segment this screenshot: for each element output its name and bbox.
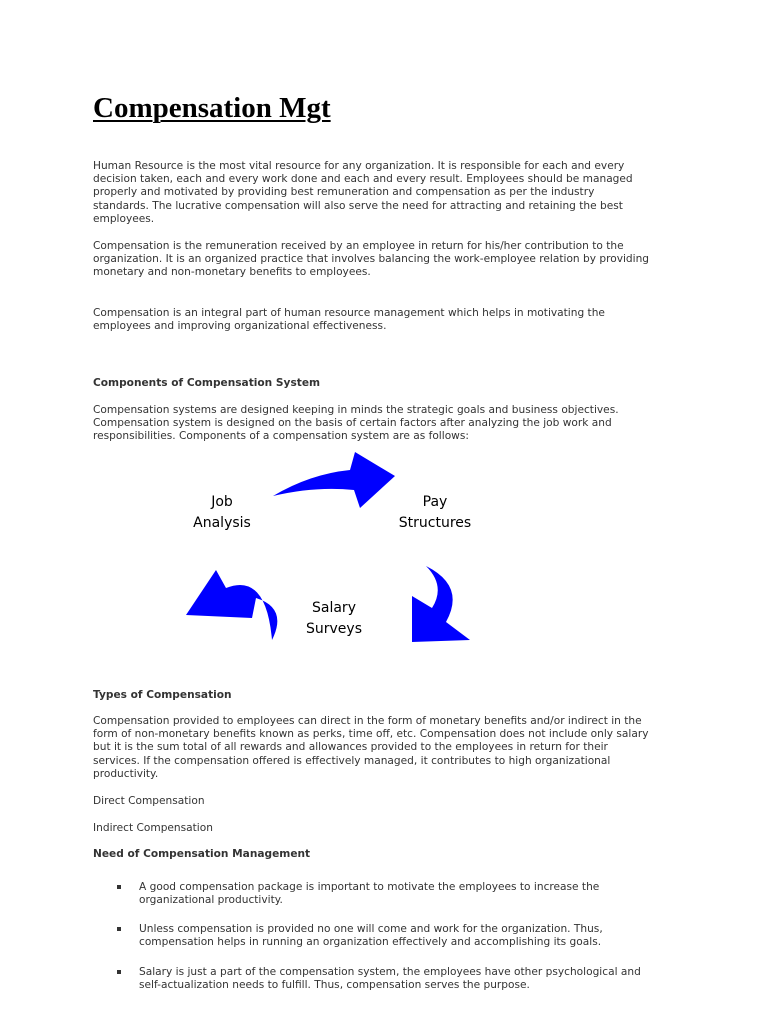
text-line: employees. — [93, 212, 155, 225]
node-salary-line-2: Surveys — [306, 621, 362, 637]
text-line: Unless compensation is provided no one will come and work for the organization. Thus, — [139, 923, 603, 935]
text-line: Salary is just a part of the compensation system, the employees have other psychological and — [139, 966, 641, 978]
bullet-square-icon — [117, 927, 121, 931]
node-job-line-2: Analysis — [193, 515, 251, 531]
list-item-text — [139, 923, 603, 949]
text-line: properly and motivated by providing best remuneration and compensation as per the industry — [93, 186, 595, 199]
text-line: responsibilities. Components of a compensation system are as follows: — [93, 430, 469, 443]
page-title: Compensation Mgt — [93, 92, 331, 124]
text-line: services. If the compensation offered is effectively managed, it contributes to high organizational — [93, 754, 611, 767]
text-line: Compensation system is designed on the basis of certain factors after analyzing the job work and — [93, 417, 612, 430]
components-heading: Components of Compensation System — [93, 377, 321, 389]
text-line: A good compensation package is important to motivate the employees to increase the — [139, 881, 600, 893]
types-heading: Types of Compensation — [93, 689, 232, 701]
bullet-square-icon — [117, 885, 121, 889]
text-line: productivity. — [93, 767, 159, 780]
text-line: organizational productivity. — [139, 894, 283, 907]
text-line: Compensation systems are designed keeping in minds the strategic goals and business objectives. — [93, 404, 619, 416]
text-line: monetary and non-monetary benefits to employees. — [93, 266, 371, 279]
text-line: decision taken, each and every work done and each and every result. Employees should be managed — [93, 173, 633, 186]
text-line: standards. The lucrative compensation will also serve the need for attracting and retaining the best — [93, 199, 623, 212]
text-line: compensation helps in running an organization effectively and accomplishing its goals. — [139, 936, 602, 949]
direct-compensation-item: Direct Compensation — [93, 795, 205, 807]
node-job-line-1: Job — [211, 494, 233, 510]
text-line: organization. It is an organized practice that involves balancing the work-employee relation by providing — [93, 253, 650, 266]
list-item-text — [139, 966, 641, 992]
list-item-text — [139, 881, 599, 907]
text-line: Compensation is an integral part of human resource management which helps in motivating the — [93, 307, 605, 319]
text-line: but it is the sum total of all rewards and allowances provided to the employees in return for their — [93, 741, 608, 754]
indirect-compensation-item: Indirect Compensation — [93, 822, 213, 834]
text-line: employees and improving organizational effectiveness. — [93, 320, 387, 333]
need-heading: Need of Compensation Management — [93, 848, 311, 860]
node-pay-line-2: Structures — [398, 515, 472, 531]
bullet-square-icon — [117, 970, 121, 974]
node-salary-line-1: Salary — [312, 600, 356, 616]
text-line: Human Resource is the most vital resource for any organization. It is responsible for each and every — [93, 160, 625, 172]
text-line: self-actualization needs to fulfill. Thus, compensation serves the purpose. — [139, 979, 530, 992]
node-pay-line-1: Pay — [422, 494, 448, 510]
text-line: Compensation is the remuneration received by an employee in return for his/her contribution to the — [93, 240, 624, 252]
text-line: form of non-monetary benefits known as perks, time off, etc. Compensation does not include only salary — [93, 728, 649, 741]
text-line: Compensation provided to employees can direct in the form of monetary benefits and/or indirect in the — [93, 715, 642, 727]
